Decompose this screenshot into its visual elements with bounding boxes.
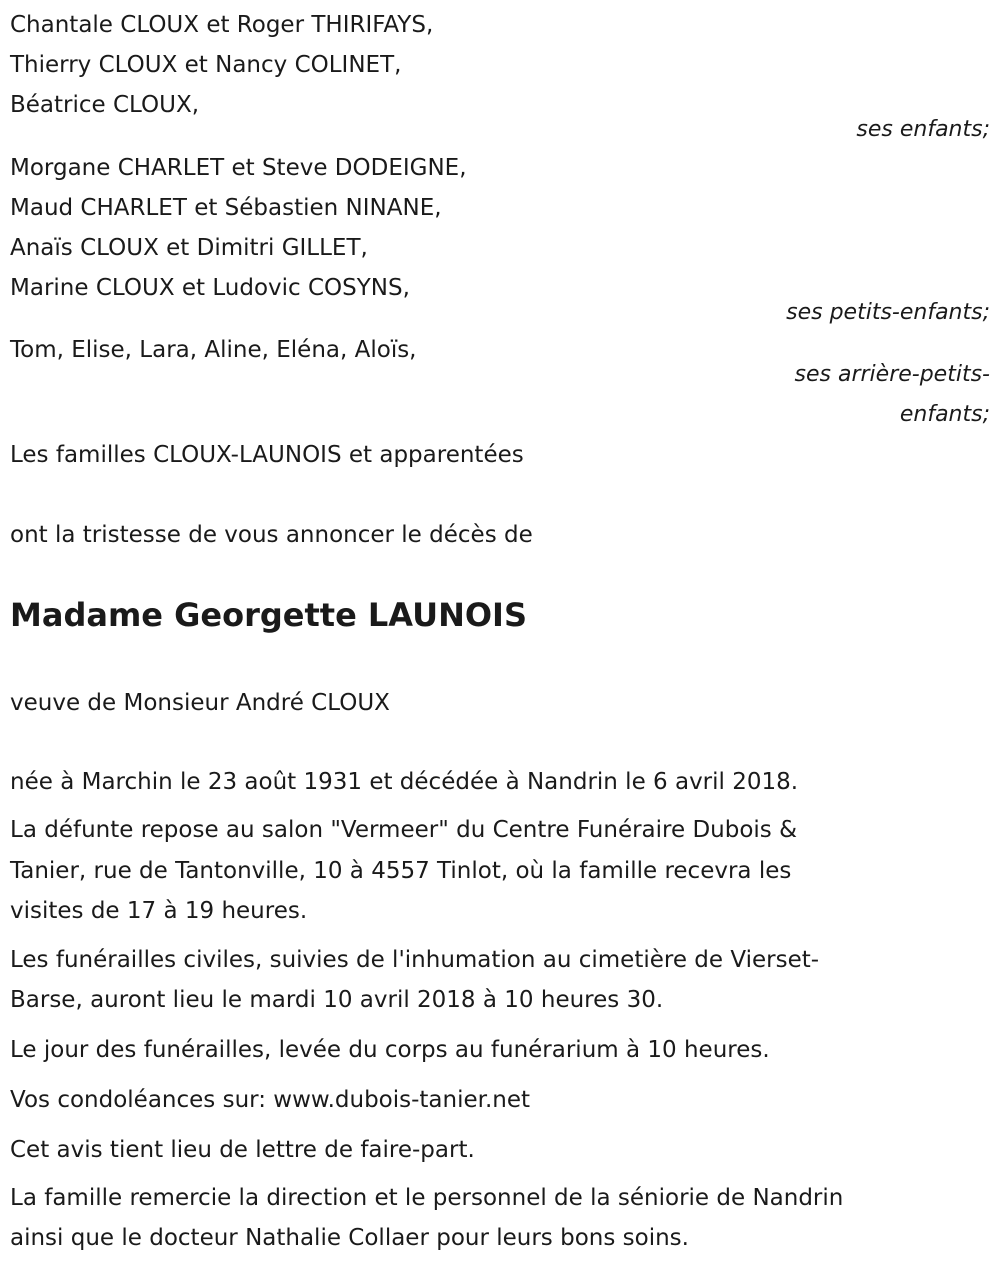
condolences-line: Vos condoléances sur: www.dubois-tanier.net: [10, 1087, 531, 1113]
notice-line: Cet avis tient lieu de lettre de faire-part.: [10, 1137, 475, 1163]
birth-death-line: née à Marchin le 23 août 1931 et décédée à Nandrin le 6 avril 2018.: [10, 769, 799, 795]
children-label: ses enfants;: [856, 117, 990, 142]
widow-of-line: veuve de Monsieur André CLOUX: [10, 690, 390, 716]
grandchild-line: Morgane CHARLET et Steve DODEIGNE,: [10, 155, 467, 181]
funeral-line: Barse, auront lieu le mardi 10 avril 2018 à 10 heures 30.: [10, 987, 664, 1013]
deceased-name: Madame Georgette LAUNOIS: [10, 596, 527, 634]
funeral-line: Les funérailles civiles, suivies de l'inhumation au cimetière de Vierset-: [10, 947, 820, 973]
grandchild-line: Maud CHARLET et Sébastien NINANE,: [10, 195, 442, 221]
child-line: Béatrice CLOUX,: [10, 92, 200, 118]
great-grandchildren-line: Tom, Elise, Lara, Aline, Eléna, Aloïs,: [10, 337, 417, 363]
grandchild-line: Marine CLOUX et Ludovic COSYNS,: [10, 275, 410, 301]
child-line: Chantale CLOUX et Roger THIRIFAYS,: [10, 12, 434, 38]
announcement-line: ont la tristesse de vous annoncer le décès de: [10, 522, 533, 548]
grandchildren-label: ses petits-enfants;: [786, 300, 990, 325]
child-line: Thierry CLOUX et Nancy COLINET,: [10, 52, 402, 78]
thanks-line: ainsi que le docteur Nathalie Collaer pour leurs bons soins.: [10, 1225, 689, 1251]
great-grandchildren-label: ses arrière-petits-: [794, 362, 990, 387]
families-line: Les familles CLOUX-LAUNOIS et apparentées: [10, 442, 524, 468]
departure-line: Le jour des funérailles, levée du corps au funérarium à 10 heures.: [10, 1037, 770, 1063]
rest-location-line: visites de 17 à 19 heures.: [10, 898, 308, 924]
grandchild-line: Anaïs CLOUX et Dimitri GILLET,: [10, 235, 368, 261]
thanks-line: La famille remercie la direction et le personnel de la séniorie de Nandrin: [10, 1185, 844, 1211]
rest-location-line: Tanier, rue de Tantonville, 10 à 4557 Tinlot, où la famille recevra les: [10, 858, 792, 884]
rest-location-line: La défunte repose au salon "Vermeer" du Centre Funéraire Dubois &: [10, 817, 798, 843]
great-grandchildren-label: enfants;: [899, 402, 990, 427]
